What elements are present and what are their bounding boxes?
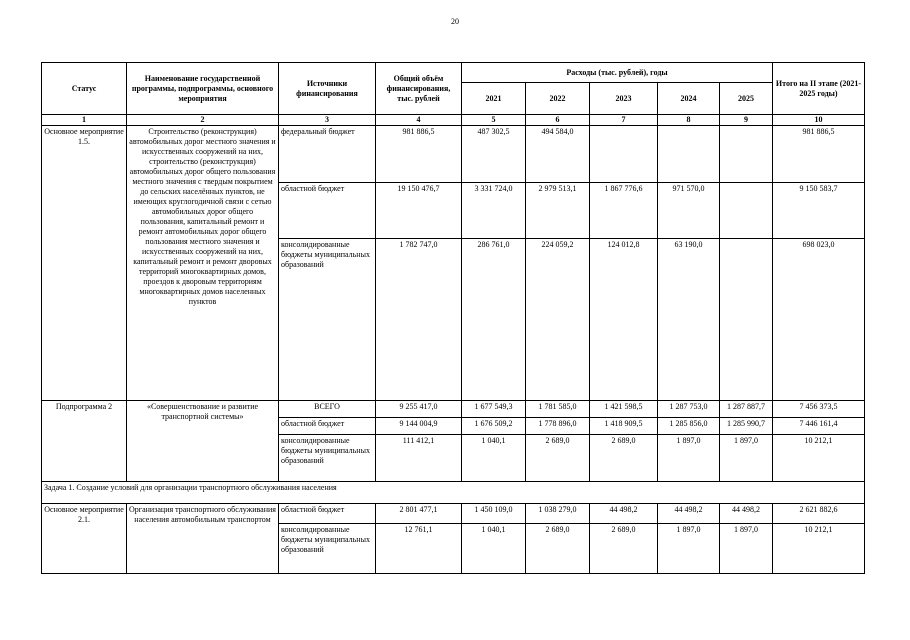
column-number: 4 bbox=[376, 115, 462, 126]
header-total: Общий объём финансирования, тыс. рублей bbox=[376, 63, 462, 115]
page-number: 20 bbox=[451, 17, 459, 26]
total-cell: 12 761,1 bbox=[376, 524, 462, 574]
year-cell: 2 689,0 bbox=[526, 435, 590, 482]
stage-total-cell: 10 212,1 bbox=[773, 435, 865, 482]
column-number: 7 bbox=[590, 115, 658, 126]
year-cell bbox=[720, 239, 773, 401]
task-row bbox=[42, 482, 865, 504]
year-cell: 1 038 279,0 bbox=[526, 504, 590, 524]
year-cell: 3 331 724,0 bbox=[462, 183, 526, 239]
table-row bbox=[42, 126, 865, 183]
financing-table bbox=[41, 62, 865, 574]
year-cell: 971 570,0 bbox=[658, 183, 720, 239]
column-number: 1 bbox=[42, 115, 127, 126]
year-cell: 1 040,1 bbox=[462, 524, 526, 574]
year-cell: 1 421 598,5 bbox=[590, 401, 658, 418]
source-cell: консолидированные бюджеты муниципальных образований bbox=[279, 524, 376, 574]
year-cell: 1 285 856,0 bbox=[658, 418, 720, 435]
year-cell: 1 450 109,0 bbox=[462, 504, 526, 524]
table-row bbox=[42, 401, 865, 418]
year-cell: 224 059,2 bbox=[526, 239, 590, 401]
total-cell: 111 412,1 bbox=[376, 435, 462, 482]
stage-total-cell: 9 150 583,7 bbox=[773, 183, 865, 239]
table-row bbox=[42, 504, 865, 524]
year-cell: 494 584,0 bbox=[526, 126, 590, 183]
year-cell: 44 498,2 bbox=[720, 504, 773, 524]
year-cell: 1 867 776,6 bbox=[590, 183, 658, 239]
source-cell: областной бюджет bbox=[279, 504, 376, 524]
year-cell: 1 897,0 bbox=[658, 524, 720, 574]
stage-total-cell: 698 023,0 bbox=[773, 239, 865, 401]
status-cell: Основное мероприятие 1.5. bbox=[42, 126, 127, 401]
source-cell: областной бюджет bbox=[279, 183, 376, 239]
source-cell: федеральный бюджет bbox=[279, 126, 376, 183]
year-cell: 2 689,0 bbox=[526, 524, 590, 574]
name-cell: Строительство (реконструкция) автомобильных дорог местного значения и искусственных сооружений на них, строительство (реконструкция) автомобильных дорог общего пользования местного значения с твердым покрытием до сельских населённых пунктов, не имеющих круглогодичной связи с сетью автомобильных дорог общего пользования, капитальный ремонт и ремонт автомобильных дорог общего пользования местного значения и искусственных сооружений на них, капитальный ремонт и ремонт дворовых территорий многоквартирных домов, проездов к дворовым территориям многоквартирных домов населенных пунктов bbox=[127, 126, 279, 401]
source-cell: областной бюджет bbox=[279, 418, 376, 435]
year-cell: 63 190,0 bbox=[658, 239, 720, 401]
total-cell: 1 782 747,0 bbox=[376, 239, 462, 401]
year-cell bbox=[590, 126, 658, 183]
year-cell: 124 012,8 bbox=[590, 239, 658, 401]
header-name: Наименование государственной программы, подпрограммы, основного мероприятия bbox=[127, 63, 279, 115]
status-cell: Основное мероприятие 2.1. bbox=[42, 504, 127, 574]
column-number: 3 bbox=[279, 115, 376, 126]
header-year: 2025 bbox=[720, 83, 773, 115]
stage-total-cell: 7 456 373,5 bbox=[773, 401, 865, 418]
name-cell: «Совершенствование и развитие транспортной системы» bbox=[127, 401, 279, 482]
year-cell: 44 498,2 bbox=[658, 504, 720, 524]
header-stage-total: Итого на II этапе (2021-2025 годы) bbox=[773, 63, 865, 115]
year-cell: 1 897,0 bbox=[720, 435, 773, 482]
year-cell: 1 285 990,7 bbox=[720, 418, 773, 435]
header-expenses: Расходы (тыс. рублей), годы bbox=[462, 63, 773, 83]
year-cell: 1 676 509,2 bbox=[462, 418, 526, 435]
year-cell: 1 677 549,3 bbox=[462, 401, 526, 418]
status-cell: Подпрограмма 2 bbox=[42, 401, 127, 482]
year-cell: 1 040,1 bbox=[462, 435, 526, 482]
total-cell: 19 150 476,7 bbox=[376, 183, 462, 239]
year-cell: 286 761,0 bbox=[462, 239, 526, 401]
year-cell: 1 897,0 bbox=[720, 524, 773, 574]
stage-total-cell: 10 212,1 bbox=[773, 524, 865, 574]
year-cell: 1 418 909,5 bbox=[590, 418, 658, 435]
total-cell: 2 801 477,1 bbox=[376, 504, 462, 524]
year-cell bbox=[658, 126, 720, 183]
year-cell: 1 287 887,7 bbox=[720, 401, 773, 418]
column-number: 10 bbox=[773, 115, 865, 126]
task-heading: Задача 1. Создание условий для организации транспортного обслуживания населения bbox=[42, 482, 865, 504]
total-cell: 9 144 004,9 bbox=[376, 418, 462, 435]
year-cell: 2 689,0 bbox=[590, 435, 658, 482]
year-cell: 1 897,0 bbox=[658, 435, 720, 482]
year-cell: 487 302,5 bbox=[462, 126, 526, 183]
year-cell: 44 498,2 bbox=[590, 504, 658, 524]
year-cell: 1 287 753,0 bbox=[658, 401, 720, 418]
total-cell: 981 886,5 bbox=[376, 126, 462, 183]
name-cell: Организация транспортного обслуживания населения автомобильным транспортом bbox=[127, 504, 279, 574]
source-cell: консолидированные бюджеты муниципальных образований bbox=[279, 239, 376, 401]
year-cell bbox=[720, 183, 773, 239]
column-number: 8 bbox=[658, 115, 720, 126]
column-number: 5 bbox=[462, 115, 526, 126]
header-year: 2022 bbox=[526, 83, 590, 115]
header-year: 2021 bbox=[462, 83, 526, 115]
year-cell: 1 781 585,0 bbox=[526, 401, 590, 418]
stage-total-cell: 2 621 882,6 bbox=[773, 504, 865, 524]
column-number: 2 bbox=[127, 115, 279, 126]
year-cell bbox=[720, 126, 773, 183]
header-year: 2023 bbox=[590, 83, 658, 115]
year-cell: 2 979 513,1 bbox=[526, 183, 590, 239]
source-cell: консолидированные бюджеты муниципальных образований bbox=[279, 435, 376, 482]
stage-total-cell: 981 886,5 bbox=[773, 126, 865, 183]
column-number: 9 bbox=[720, 115, 773, 126]
year-cell: 1 778 896,0 bbox=[526, 418, 590, 435]
column-numbers-row bbox=[42, 115, 865, 126]
header-sources: Источники финансирования bbox=[279, 63, 376, 115]
header-status: Статус bbox=[42, 63, 127, 115]
column-number: 6 bbox=[526, 115, 590, 126]
stage-total-cell: 7 446 161,4 bbox=[773, 418, 865, 435]
year-cell: 2 689,0 bbox=[590, 524, 658, 574]
header-year: 2024 bbox=[658, 83, 720, 115]
source-cell: ВСЕГО bbox=[279, 401, 376, 418]
total-cell: 9 255 417,0 bbox=[376, 401, 462, 418]
